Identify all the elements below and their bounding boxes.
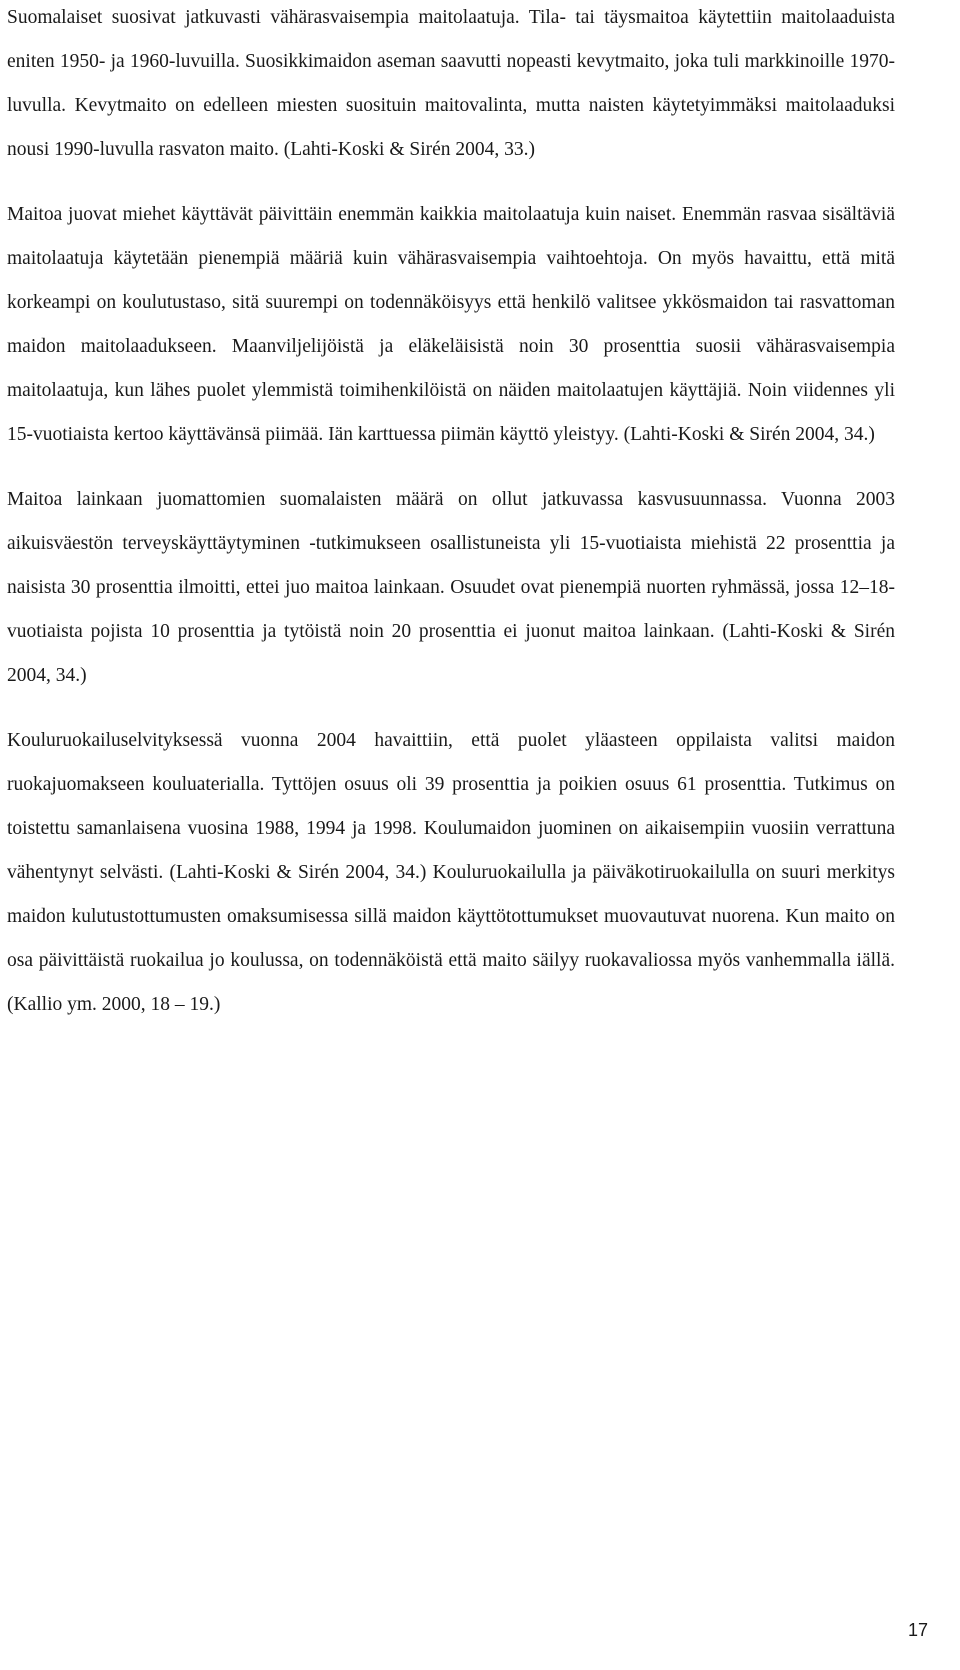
paragraph-non-drinkers: Maitoa lainkaan juomattomien suomalaisten määrä on ollut jatkuvassa kasvusuunnassa. Vuonna 2003 aikuisväestön terveyskäyttäytyminen -tutkimukseen osallistuneista yli 15-vuotiaista miehistä 22 prosenttia ja naisista 30 prosenttia ilmoitti, ettei juo maitoa lainkaan. Osuudet ovat pienempiä nuorten ryhmässä, jossa 12–18-vuotiaista pojista 10 prosenttia ja tytöistä noin 20 prosenttia ei juonut maitoa lainkaan. (Lahti-Koski & Sirén 2004, 34.) xyxy=(7,489,895,686)
body-text xyxy=(7,0,895,1048)
paragraph-school-meals: Kouluruokailuselvityksessä vuonna 2004 havaittiin, että puolet yläasteen oppilaista valitsi maidon ruokajuomakseen kouluaterialla. Tyttöjen osuus oli 39 prosenttia ja poikien osuus 61 prosenttia. Tutkimus on toistettu samanlaisena vuosina 1988, 1994 ja 1998. Koulumaidon juominen on aikaisempiin vuosiin verrattuna vähentynyt selvästi. (Lahti-Koski & Sirén 2004, 34.) Kouluruokailulla ja päiväkotiruokailulla on suuri merkitys maidon kulutustottumusten omaksumisessa sillä maidon käyttötottumukset muovautuvat nuorena. Kun maito on osa päivittäistä ruokailua jo koulussa, on todennäköistä että maito säilyy ruokavaliossa myös vanhemmalla iällä. (Kallio ym. 2000, 18 – 19.) xyxy=(7,730,895,1015)
paragraph-milk-preferences: Suomalaiset suosivat jatkuvasti vähärasvaisempia maitolaatuja. Tila- tai täysmaitoa käytettiin maitolaaduista eniten 1950- ja 1960-luvuilla. Suosikkimaidon aseman saavutti nopeasti kevytmaito, joka tuli markkinoille 1970-luvulla. Kevytmaito on edelleen miesten suosituin maitovalinta, mutta naisten käytetyimmäksi maitolaaduksi nousi 1990-luvulla rasvaton maito. (Lahti-Koski & Sirén 2004, 33.) xyxy=(7,7,895,160)
paragraph-milk-usage-by-group: Maitoa juovat miehet käyttävät päivittäin enemmän kaikkia maitolaatuja kuin naiset. Enemmän rasvaa sisältäviä maitolaatuja käytetään pienempiä määriä kuin vähärasvaisempia vaihtoehtoja. On myös havaittu, että mitä korkeampi on koulutustaso, sitä suurempi on todennäköisyys että henkilö valitsee ykkösmaidon tai rasvattoman maidon maitolaadukseen. Maanviljelijöistä ja eläkeläisistä noin 30 prosenttia suosii vähärasvaisempia maitolaatuja, kun lähes puolet ylemmistä toimihenkilöistä on näiden maitolaatujen käyttäjiä. Noin viidennes yli 15-vuotiaista kertoo käyttävänsä piimää. Iän karttuessa piimän käyttö yleistyy. (Lahti-Koski & Sirén 2004, 34.) xyxy=(7,204,895,445)
page-number: 17 xyxy=(907,1620,928,1640)
